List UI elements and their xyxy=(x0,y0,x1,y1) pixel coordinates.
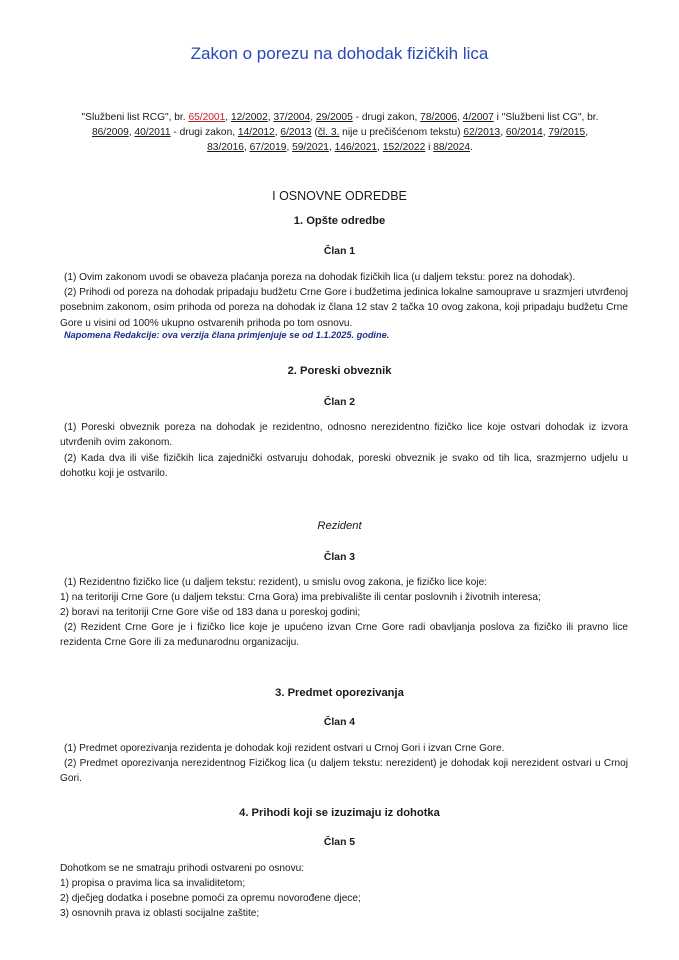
gazette-link[interactable]: 67/2019 xyxy=(249,142,287,153)
gazette-link[interactable]: 146/2021 xyxy=(334,142,378,153)
paragraph: (1) Predmet oporezivanja rezidenta je dohodak koji rezident ostvari u Crnoj Gori i izvan Crne Gore. xyxy=(64,743,505,754)
document-title: Zakon o porezu na dohodak fizičkih lica xyxy=(190,44,489,63)
gazette-link[interactable]: 83/2016 xyxy=(207,142,244,153)
list-item: 3) osnovnih prava iz oblasti socijalne zaštite; xyxy=(60,908,260,919)
article-heading: Član 5 xyxy=(323,837,356,848)
gazette-text: i "Službeni list CG", br. xyxy=(493,112,599,123)
list-item: 2) dječjeg dodatka i posebne pomoći za opremu novorođene djece; xyxy=(60,893,361,904)
gazette-text: - drugi zakon, xyxy=(170,127,238,138)
article-heading: Član 4 xyxy=(323,717,356,728)
gazette-link[interactable]: 59/2021 xyxy=(292,142,329,153)
subsection-heading: Rezident xyxy=(317,520,362,532)
paragraph: (2) Predmet oporezivanja nerezidentnog Fizičkog lica (u daljem tekstu: nerezident) je dohodak koji nerezident ostvari u Crnoj Gori. xyxy=(60,758,628,785)
paragraph: (2) Kada dva ili više fizičkih lica zajednički ostvaruju dohodak, poreski obveznik je svako od tih lica, srazmjerno udjelu u dohotku koji je ostvarilo. xyxy=(60,453,628,480)
editorial-note: Napomena Redakcije: ova verzija člana primjenjuje se od 1.1.2025. godine. xyxy=(64,330,390,340)
gazette-link[interactable]: 29/2005 xyxy=(315,112,353,123)
gazette-prefix: "Službeni list RCG", br. xyxy=(81,112,189,123)
gazette-link[interactable]: 60/2014 xyxy=(505,127,543,138)
gazette-link[interactable]: 14/2012 xyxy=(237,127,275,138)
gazette-link[interactable]: 86/2009 xyxy=(91,127,129,138)
gazette-link[interactable]: 4/2007 xyxy=(462,112,494,123)
gazette-link[interactable]: 78/2006 xyxy=(420,112,457,123)
gazette-text: nije u prečišćenom tekstu) xyxy=(339,127,464,138)
section-heading: 1. Opšte odredbe xyxy=(293,215,386,227)
gazette-link[interactable]: 12/2002 xyxy=(230,112,268,123)
gazette-references: "Službeni list RCG", br. 65/2001, 12/2002, 37/2004, 29/2005 - drugi zakon, 78/2006, 4/2007 i "Službeni list CG", br. 86/2009, 40/2011 - drugi zakon, 14/2012, 6/2013 (čl. 3. nije u prečišćenom tekstu) 62/2013, 60/2014, 79/2015, 83/2016, 67/2019, 59/2021, 146/2021, 152/2022 i 88/2024. xyxy=(81,112,599,153)
paragraph: (2) Prihodi od poreza na dohodak pripadaju budžetu Crne Gore i budžetima jedinica lokalne samouprave u srazmjeri utvrđenoj posebnim zakonom, osim prihoda od poreza na dohodak iz člana 12 stav 2 tačka 10 ovog zakona, koji pripadaju budžetu Crne Gore u visini od 100% ukupno ostvarenih prihoda po tom osnovu. xyxy=(60,287,628,329)
paragraph: (1) Poreski obveznik poreza na dohodak je rezidentno, odnosno nerezidentno fizičko lice koje ostvari dohodak iz izvora utvrđenih ovim zakonom. xyxy=(60,422,628,449)
list-item: 1) na teritoriji Crne Gore (u daljem tekstu: Crna Gora) ima prebivalište ili centar poslovnih i životnih interesa; xyxy=(60,592,541,603)
gazette-link[interactable]: 88/2024 xyxy=(433,142,471,153)
gazette-link[interactable]: 65/2001 xyxy=(188,112,226,123)
paragraph: (1) Rezidentno fizičko lice (u daljem tekstu: rezident), u smislu ovog zakona, je fizičko lice koje: xyxy=(64,577,487,588)
list-item: 1) propisa o pravima lica sa invaliditetom; xyxy=(60,878,246,889)
paragraph: (2) Rezident Crne Gore je i fizičko lice koje je upućeno izvan Crne Gore radi obavljanja poslova za fizičko ili pravno lice rezidenta Crne Gore ili za međunarodnu organizaciju. xyxy=(60,622,628,649)
article-heading: Član 2 xyxy=(323,397,356,408)
paragraph: Dohotkom se ne smatraju prihodi ostvareni po osnovu: xyxy=(60,863,305,874)
gazette-link[interactable]: 6/2013 xyxy=(280,127,312,138)
gazette-link[interactable]: čl. 3. xyxy=(317,127,340,138)
list-item: 2) boravi na teritoriji Crne Gore više od 183 dana u poreskoj godini; xyxy=(60,607,361,618)
paragraph: (1) Ovim zakonom uvodi se obaveza plaćanja poreza na dohodak fizičkih lica (u daljem tekstu: porez na dohodak). xyxy=(64,272,576,283)
section-heading: 4. Prihodi koji se izuzimaju iz dohotka xyxy=(239,807,440,819)
gazette-link[interactable]: 62/2013 xyxy=(463,127,501,138)
part-heading: I OSNOVNE ODREDBE xyxy=(272,189,407,203)
section-heading: 2. Poreski obveznik xyxy=(287,365,392,377)
gazette-text: - drugi zakon, xyxy=(352,112,421,123)
gazette-link[interactable]: 152/2022 xyxy=(382,142,426,153)
section-heading: 3. Predmet oporezivanja xyxy=(275,687,404,699)
article-heading: Član 1 xyxy=(323,246,356,257)
article-heading: Član 3 xyxy=(323,552,356,563)
gazette-link[interactable]: 40/2011 xyxy=(134,127,171,138)
gazette-link[interactable]: 37/2004 xyxy=(273,112,311,123)
gazette-link[interactable]: 79/2015 xyxy=(548,127,586,138)
